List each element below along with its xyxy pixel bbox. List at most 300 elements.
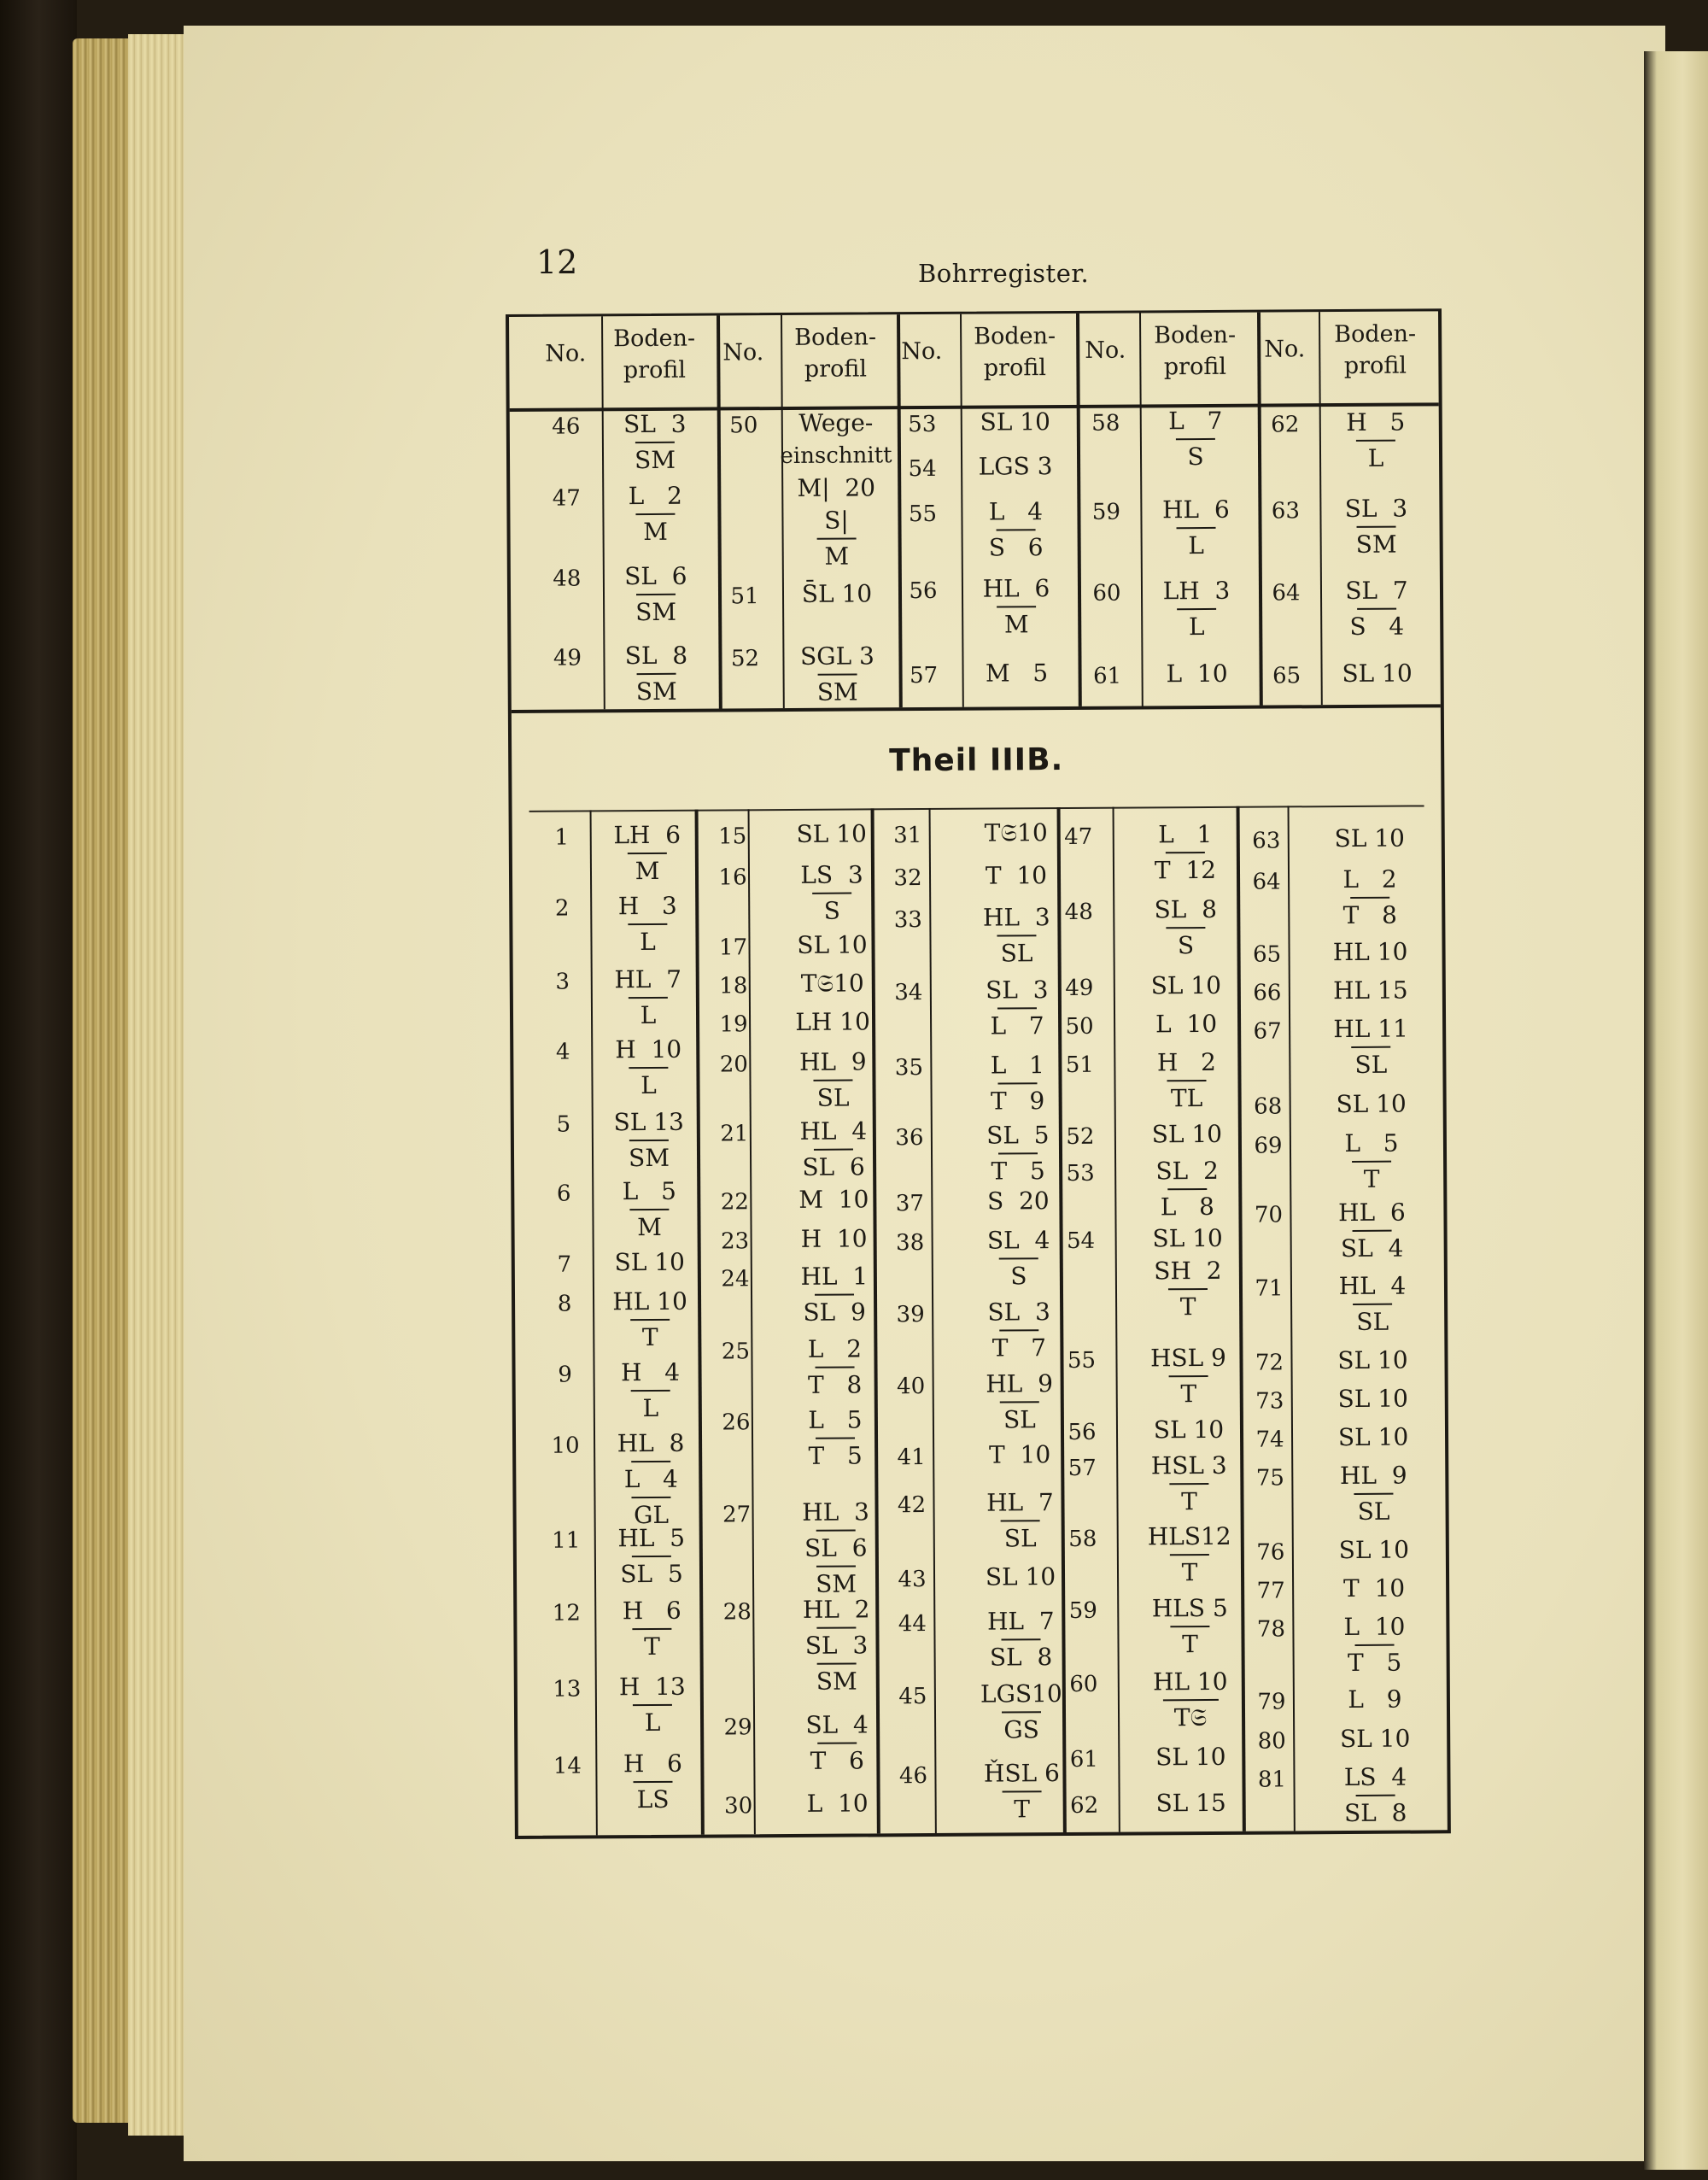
- profile-layer: SL: [1000, 939, 1033, 968]
- entry-number: 32: [893, 865, 922, 892]
- entry-number: 53: [908, 411, 937, 438]
- entry-number: 69: [1254, 1133, 1283, 1159]
- profile-layer: T𝔖10: [800, 969, 864, 998]
- entry-number: 52: [730, 646, 760, 672]
- profile-layer: GS: [1003, 1715, 1040, 1744]
- profile-layer: SM: [635, 677, 677, 706]
- entry-number: 62: [1271, 412, 1300, 438]
- entry-number: 27: [722, 1502, 752, 1528]
- profile-layer: T: [1014, 1795, 1031, 1824]
- profile-layer: M: [635, 856, 660, 886]
- profile-layer: SL 10: [1151, 1119, 1223, 1149]
- bodenprofil-entry: [1299, 1127, 1444, 1196]
- entry-number: 21: [720, 1121, 749, 1147]
- profile-layer: H 10: [615, 1034, 682, 1064]
- profile-layer: T 5: [1347, 1648, 1402, 1678]
- profile-layer: M: [643, 517, 668, 547]
- fraction-bar: [631, 1390, 670, 1392]
- fraction-bar: [1169, 1483, 1208, 1485]
- header-no: No.: [1264, 336, 1306, 363]
- entry-number: 70: [1254, 1202, 1284, 1228]
- profile-layer: SL 10: [797, 930, 868, 959]
- profile-layer: T 5: [991, 1157, 1045, 1186]
- entry-number: 46: [552, 413, 581, 440]
- bodenprofil-entry: [948, 1561, 1093, 1594]
- profile-layer: HSL 3: [1150, 1450, 1227, 1480]
- header-bodenprofil-line: profil: [804, 355, 868, 383]
- entry-number: 33: [893, 907, 922, 934]
- bodenprofil-entry: [1300, 1344, 1445, 1377]
- fraction-bar: [1169, 1375, 1208, 1377]
- header-no: No.: [722, 339, 764, 366]
- bodenprofil-entry: [945, 1185, 1091, 1218]
- profile-layer: SL 10: [1337, 1345, 1408, 1375]
- entry-number: 56: [909, 577, 938, 605]
- profile-layer: SL: [1356, 1307, 1389, 1336]
- profile-layer: L 5: [622, 1176, 676, 1206]
- profile-layer: T: [1181, 1487, 1197, 1516]
- profile-layer: L 7: [1168, 406, 1223, 436]
- entry-number: 81: [1257, 1767, 1287, 1793]
- entry-number: 68: [1254, 1093, 1283, 1120]
- profile-layer: TL: [1170, 1084, 1203, 1113]
- profile-layer: SL 10: [1334, 823, 1406, 853]
- profile-layer: L 4: [988, 497, 1044, 526]
- bodenprofil-entry: [1302, 1722, 1448, 1755]
- fraction-bar: [633, 1704, 672, 1706]
- profile-layer: H 13: [618, 1672, 686, 1702]
- header-bodenprofil-line: profil: [983, 355, 1047, 382]
- profile-layer: LS: [636, 1784, 670, 1814]
- running-head: Bohrregister.: [918, 259, 1090, 288]
- profile-layer: HL 3: [802, 1497, 869, 1527]
- part-2-body: [509, 311, 1445, 1828]
- profile-layer: M: [1003, 610, 1029, 639]
- profile-layer: HL 5: [617, 1523, 686, 1553]
- profile-layer: SL 8: [989, 1643, 1053, 1672]
- profile-layer: T𝔖10: [984, 818, 1048, 847]
- fraction-bar: [1168, 1288, 1208, 1290]
- profile-layer: M 10: [798, 1185, 869, 1214]
- entry-number: 25: [721, 1339, 751, 1365]
- profile-layer: T: [1179, 1292, 1196, 1321]
- entry-number: 46: [898, 1763, 928, 1790]
- bodenprofil-entry: [1301, 1459, 1446, 1528]
- profile-layer: SL 8: [624, 641, 688, 671]
- fraction-bar: [812, 893, 851, 894]
- profile-layer: L: [1188, 531, 1205, 560]
- fraction-bar: [1003, 1790, 1042, 1792]
- fraction-bar: [1353, 1304, 1392, 1305]
- entry-number: 23: [720, 1228, 750, 1255]
- bore-register-table: [506, 308, 1451, 1839]
- entry-number: 67: [1253, 1018, 1282, 1045]
- fraction-bar: [630, 1319, 670, 1321]
- profile-layer: SM: [816, 1569, 857, 1598]
- profile-layer: L 1: [990, 1051, 1045, 1080]
- fraction-bar: [816, 1438, 855, 1439]
- profile-layer: SL 8: [1343, 1798, 1407, 1828]
- fraction-bar: [817, 1743, 857, 1744]
- fraction-bar: [629, 1140, 669, 1141]
- profile-layer: SL 3: [986, 976, 1049, 1005]
- profile-layer: LH 10: [795, 1007, 870, 1036]
- profile-layer: L 10: [1155, 1009, 1218, 1039]
- fraction-bar: [816, 1367, 855, 1368]
- profile-layer: SM: [628, 1143, 670, 1173]
- fraction-bar: [997, 935, 1036, 936]
- bodenprofil-entry: [1302, 1761, 1448, 1830]
- profile-layer: S: [1010, 1262, 1027, 1291]
- profile-layer: SL 4: [986, 1226, 1050, 1255]
- profile-layer: T 6: [810, 1746, 865, 1775]
- entry-number: 61: [1092, 663, 1122, 689]
- profile-layer: S̄L 10: [801, 579, 873, 608]
- entry-number: 64: [1272, 580, 1301, 607]
- profile-layer: SL 10: [980, 407, 1051, 437]
- bodenprofil-entry: [1298, 1012, 1443, 1081]
- profile-layer: SL 10: [985, 1562, 1056, 1591]
- fraction-bar: [997, 1007, 1037, 1009]
- profile-layer: T: [1180, 1380, 1197, 1409]
- profile-layer: T 12: [1154, 855, 1217, 885]
- fraction-bar: [1167, 1188, 1207, 1190]
- profile-layer: H 2: [1156, 1047, 1216, 1077]
- bodenprofil-entry: [1297, 863, 1442, 932]
- fraction-bar: [629, 997, 668, 999]
- fraction-bar: [1355, 1644, 1395, 1646]
- profile-layer: SL 15: [1155, 1788, 1226, 1818]
- profile-layer: HSL 9: [1149, 1343, 1227, 1373]
- header-bodenprofil-line: Boden-: [1334, 320, 1417, 349]
- profile-layer: SH 2: [1154, 1256, 1222, 1286]
- fraction-bar: [813, 1080, 852, 1081]
- profile-layer: SM: [635, 445, 676, 475]
- profile-layer: Wege-: [798, 408, 874, 437]
- profile-layer: SL 6: [624, 561, 687, 591]
- profile-layer: SL 5: [986, 1121, 1050, 1150]
- profile-layer: L 9: [1348, 1685, 1402, 1714]
- profile-layer: HL 6: [1338, 1198, 1406, 1228]
- entry-number: 76: [1256, 1539, 1285, 1566]
- entry-number: 8: [557, 1291, 572, 1317]
- entry-number: 49: [553, 645, 582, 671]
- entry-number: 40: [897, 1374, 926, 1400]
- profile-layer: S: [1177, 931, 1195, 960]
- profile-layer: SL 10: [1338, 1535, 1410, 1565]
- profile-layer: T𝔖: [1173, 1703, 1208, 1732]
- entry-number: 5: [556, 1111, 571, 1138]
- profile-layer: SL: [816, 1083, 850, 1112]
- profile-layer: S|: [824, 506, 849, 535]
- entry-number: 44: [898, 1611, 927, 1638]
- header-no: No.: [1085, 337, 1126, 364]
- profile-layer: L 10: [806, 1789, 869, 1818]
- profile-layer: LGS10: [980, 1679, 1062, 1708]
- fraction-bar: [816, 1530, 856, 1532]
- entry-number: 57: [1068, 1455, 1097, 1482]
- fraction-bar: [1356, 1795, 1395, 1796]
- profile-layer: HL 15: [1332, 976, 1408, 1005]
- next-page-edge: [1644, 51, 1708, 2170]
- entry-number: 29: [723, 1714, 752, 1741]
- header-bodenprofil-line: Boden-: [1154, 321, 1237, 349]
- fraction-bar: [629, 1067, 668, 1069]
- entry-number: 16: [718, 864, 747, 891]
- profile-layer: SL 4: [1340, 1234, 1404, 1263]
- profile-layer: SL 10: [1150, 970, 1222, 1000]
- profile-layer: L: [640, 1070, 657, 1100]
- entry-number: 52: [1066, 1123, 1095, 1151]
- entry-number: 74: [1255, 1427, 1284, 1453]
- profile-layer: S 6: [988, 533, 1044, 562]
- entry-number: 39: [896, 1302, 925, 1328]
- fraction-bar: [1170, 1554, 1209, 1556]
- profile-layer: LH 3: [1162, 576, 1231, 606]
- fraction-bar: [631, 1461, 670, 1462]
- bodenprofil-entry: [1302, 1683, 1448, 1716]
- entry-number: 53: [1066, 1160, 1095, 1187]
- profile-layer: SM: [816, 677, 858, 706]
- profile-layer: ȞSL 6: [983, 1759, 1060, 1788]
- profile-layer: SM: [1355, 530, 1397, 559]
- entry-number: 65: [1272, 663, 1301, 689]
- entry-number: 41: [897, 1445, 926, 1471]
- profile-layer: SL 10: [1342, 659, 1413, 689]
- entry-number: 48: [553, 566, 582, 592]
- entry-number: 20: [719, 1052, 749, 1078]
- profile-layer: SL 3: [1344, 494, 1408, 524]
- profile-layer: SL 10: [796, 819, 867, 848]
- profile-layer: T: [644, 1632, 660, 1661]
- profile-layer: SL 9: [803, 1298, 866, 1327]
- bodenprofil-entry: [760, 1005, 905, 1039]
- profile-layer: HL 10: [1332, 937, 1408, 967]
- fraction-bar: [998, 1082, 1038, 1084]
- profile-layer: M: [637, 1212, 662, 1242]
- fraction-bar: [1350, 897, 1389, 899]
- profile-layer: SL 10: [1153, 1415, 1225, 1445]
- profile-layer: L: [1367, 443, 1384, 472]
- entry-number: 38: [896, 1230, 925, 1257]
- entry-number: 42: [897, 1492, 927, 1519]
- entry-number: 50: [729, 413, 758, 439]
- header-no: No.: [545, 340, 587, 367]
- profile-layer: M| 20: [797, 473, 876, 502]
- profile-layer: SL 7: [1345, 576, 1408, 605]
- entry-number: 22: [720, 1189, 749, 1216]
- profile-layer: LGS 3: [978, 452, 1053, 481]
- bodenprofil-entry: [1301, 1421, 1446, 1454]
- profile-layer: L: [1188, 612, 1205, 642]
- bodenprofil-entry: [944, 859, 1089, 893]
- profile-layer: HL 9: [798, 1047, 867, 1076]
- fraction-bar: [1000, 1401, 1039, 1403]
- fraction-bar: [1166, 927, 1205, 929]
- profile-layer: SL 2: [1155, 1156, 1219, 1186]
- profile-layer: einschnitt: [780, 442, 892, 470]
- fraction-bar: [815, 1294, 854, 1296]
- profile-layer: T 8: [1342, 900, 1398, 930]
- profile-layer: HLS12: [1147, 1521, 1231, 1551]
- profile-layer: SL 10: [1336, 1089, 1407, 1119]
- profile-layer: HL 8: [617, 1428, 685, 1458]
- profile-layer: SL 5: [620, 1559, 683, 1589]
- profile-layer: HL 7: [614, 964, 682, 994]
- entry-number: 37: [895, 1191, 925, 1217]
- fraction-bar: [1001, 1638, 1040, 1640]
- entry-number: 2: [554, 895, 570, 922]
- fraction-bar: [999, 1329, 1038, 1331]
- entry-number: 51: [1065, 1052, 1095, 1079]
- bodenprofil-entry: [759, 929, 904, 962]
- profile-layer: L: [640, 927, 656, 957]
- entry-number: 14: [553, 1753, 582, 1779]
- fraction-bar: [628, 923, 667, 925]
- profile-layer: T 7: [991, 1333, 1047, 1362]
- entry-number: 7: [557, 1251, 572, 1278]
- profile-layer: T 5: [808, 1441, 863, 1470]
- entry-number: 3: [555, 969, 570, 995]
- entry-number: 75: [1255, 1465, 1284, 1491]
- profile-layer: T 10: [989, 1440, 1051, 1469]
- profile-layer: H 6: [622, 1596, 681, 1626]
- entry-number: 54: [1067, 1228, 1096, 1255]
- profile-layer: T: [1363, 1164, 1380, 1193]
- bodenprofil-entry: [1300, 1269, 1445, 1339]
- header-bodenprofil-line: Boden-: [613, 325, 696, 353]
- profile-layer: SL: [1357, 1497, 1390, 1526]
- profile-layer: S: [823, 896, 840, 925]
- fraction-bar: [1354, 1493, 1393, 1495]
- profile-layer: SL: [1003, 1524, 1037, 1553]
- bodenprofil-entry: [765, 1787, 910, 1820]
- profile-layer: L 2: [628, 481, 682, 511]
- profile-layer: SL 10: [1152, 1223, 1223, 1253]
- entry-number: 11: [552, 1527, 581, 1554]
- profile-layer: SL 3: [987, 1298, 1050, 1327]
- entry-number: 51: [730, 583, 759, 610]
- fraction-bar: [999, 1257, 1038, 1259]
- entry-number: 59: [1091, 499, 1121, 525]
- fraction-bar: [816, 1627, 856, 1629]
- entry-number: 58: [1091, 410, 1120, 437]
- fraction-bar: [1170, 1626, 1209, 1627]
- header-no: No.: [901, 337, 943, 366]
- fraction-bar: [629, 1209, 669, 1210]
- profile-layer: S: [1187, 442, 1204, 472]
- profile-layer: T 10: [1342, 1573, 1406, 1603]
- profile-layer: LS 3: [800, 860, 863, 889]
- profile-layer: M 5: [985, 659, 1049, 688]
- fraction-bar: [632, 1556, 671, 1557]
- profile-layer: SL 13: [613, 1107, 685, 1137]
- entry-number: 6: [556, 1181, 571, 1207]
- entry-number: 35: [894, 1055, 924, 1081]
- entry-number: 60: [1092, 580, 1121, 607]
- entry-number: 71: [1255, 1275, 1284, 1302]
- fraction-bar: [1166, 852, 1205, 853]
- profile-layer: SM: [816, 1667, 857, 1696]
- bodenprofil-entry: [1297, 822, 1442, 855]
- profile-layer: HL 6: [1161, 495, 1230, 524]
- profile-layer: SL: [1003, 1405, 1036, 1434]
- profile-layer: HL 9: [1339, 1461, 1407, 1491]
- profile-layer: H 4: [620, 1357, 681, 1387]
- entry-number: 28: [722, 1599, 752, 1626]
- bodenprofil-entry: [1301, 1572, 1447, 1605]
- profile-layer: SL: [1354, 1050, 1388, 1079]
- profile-layer: M: [824, 542, 850, 571]
- entry-number: 63: [1252, 828, 1281, 854]
- profile-layer: L 10: [1343, 1612, 1406, 1642]
- profile-layer: HL 7: [986, 1488, 1054, 1517]
- entry-number: 60: [1069, 1671, 1098, 1697]
- entry-number: 36: [895, 1125, 924, 1152]
- bodenprofil-entry: [1297, 935, 1442, 969]
- profile-layer: SL 3: [623, 409, 687, 439]
- fraction-bar: [632, 1628, 671, 1630]
- bodenprofil-entry: [1299, 1087, 1444, 1121]
- profile-layer: T 10: [985, 861, 1048, 890]
- entry-number: 65: [1252, 941, 1282, 968]
- fraction-bar: [817, 1663, 857, 1665]
- entry-number: 12: [552, 1600, 581, 1626]
- entry-number: 64: [1252, 869, 1281, 895]
- profile-layer: HL 3: [982, 903, 1050, 932]
- profile-layer: L: [642, 1393, 659, 1423]
- entry-number: 56: [1068, 1419, 1097, 1446]
- profile-layer: GL: [634, 1500, 670, 1530]
- entry-number: 47: [552, 485, 581, 512]
- entry-number: 10: [551, 1433, 580, 1459]
- entry-number: 55: [908, 501, 938, 528]
- profile-layer: SL 8: [1154, 894, 1218, 924]
- profile-layer: L 4: [623, 1464, 678, 1494]
- profile-layer: L: [640, 1000, 657, 1030]
- profile-layer: H 5: [1346, 407, 1406, 437]
- profile-layer: L 2: [807, 1334, 863, 1363]
- profile-layer: L 2: [1342, 864, 1397, 894]
- profile-layer: HL 9: [986, 1369, 1054, 1398]
- entry-number: 79: [1257, 1689, 1286, 1715]
- profile-layer: HL 1: [800, 1262, 869, 1291]
- profile-layer: T: [641, 1322, 658, 1352]
- profile-layer: L 7: [990, 1011, 1044, 1040]
- profile-layer: SL 6: [802, 1152, 865, 1181]
- fraction-bar: [814, 1149, 853, 1151]
- entry-number: 59: [1068, 1597, 1097, 1624]
- entry-number: 19: [719, 1011, 748, 1038]
- entry-number: 17: [718, 935, 748, 961]
- fraction-bar: [1351, 1046, 1390, 1048]
- entry-number: 34: [894, 980, 923, 1006]
- entry-number: 48: [1064, 899, 1093, 926]
- entry-number: 31: [893, 823, 922, 849]
- profile-layer: SM: [635, 597, 677, 627]
- profile-layer: SL 10: [1337, 1384, 1409, 1414]
- entry-number: 50: [1065, 1013, 1094, 1040]
- profile-layer: L 5: [808, 1405, 863, 1434]
- entry-number: 57: [909, 662, 939, 689]
- profile-layer: SL 10: [1337, 1422, 1409, 1452]
- profile-layer: SL 3: [804, 1631, 869, 1660]
- profile-layer: SL 4: [805, 1710, 869, 1739]
- entry-number: 55: [1067, 1347, 1097, 1374]
- entry-number: 66: [1253, 980, 1282, 1006]
- entry-number: 77: [1256, 1578, 1285, 1604]
- entry-number: 58: [1068, 1526, 1097, 1552]
